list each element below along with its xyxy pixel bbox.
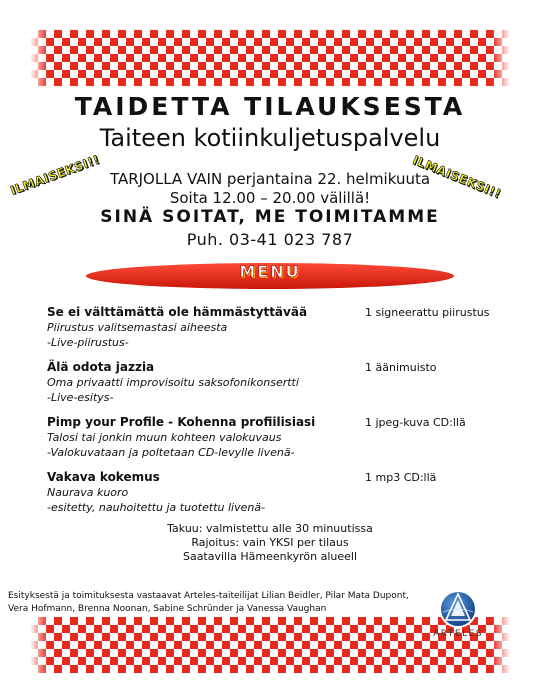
menu-list xyxy=(47,305,507,522)
arteles-logo xyxy=(428,590,488,639)
free-sticker-right: ILMAISEKSI!! xyxy=(410,152,504,202)
availability-text: Saatavilla Hämeenkyrön alueell xyxy=(182,550,358,563)
menu-item-description: Oma privaatti improvisoitu saksofonikonsertti xyxy=(47,376,299,389)
credits-line-2: Vera Hofmann, Brenna Noonan, Sabine Schründer ja Vanessa Vaughan xyxy=(8,604,327,614)
menu-item-price: 1 jpeg-kuva CD:llä xyxy=(365,416,466,429)
menu-item-description: Talosi tai jonkin muun kohteen valokuvaus xyxy=(47,431,282,444)
menu-item xyxy=(47,415,507,467)
menu-item-price: 1 mp3 CD:llä xyxy=(365,471,437,484)
menu-item-note: -Valokuvataan ja poltetaan CD-levylle livenä- xyxy=(47,446,295,459)
menu-item-price: 1 äänimuisto xyxy=(365,361,437,374)
offer-hours: Soita 12.00 – 20.00 välillä! xyxy=(169,189,371,207)
credits-line-1: Esityksestä ja toimituksesta vastaavat Arteles-taiteilijat Lilian Beidler, Pilar Mata Dupont, xyxy=(8,591,409,601)
artist-credits xyxy=(8,590,428,616)
menu-item-description: Naurava kuoro xyxy=(47,486,129,499)
menu-item xyxy=(47,470,507,522)
menu-item-note: -Live-esitys- xyxy=(47,391,114,404)
offer-date: TARJOLLA VAIN perjantaina 22. helmikuuta xyxy=(109,170,431,188)
terms-info xyxy=(0,522,540,564)
globe-icon xyxy=(439,590,477,628)
phone-number: Puh. 03-41 023 787 xyxy=(186,230,354,249)
menu-heading: MENU xyxy=(239,262,301,281)
menu-item-description: Piirustus valitsemastasi aiheesta xyxy=(47,321,228,334)
offer-text xyxy=(0,170,540,208)
logo-wordmark: ARTELES xyxy=(433,629,483,639)
slogan: SINÄ SOITAT, ME TOIMITAMME xyxy=(100,207,440,227)
menu-item xyxy=(47,360,507,412)
limit-text: Rajoitus: vain YKSI per tilaus xyxy=(191,536,349,549)
menu-item-name: Älä odota jazzia xyxy=(47,360,155,374)
menu-item-price: 1 signeerattu piirustus xyxy=(365,306,490,319)
menu-item-note: -Live-piirustus- xyxy=(47,336,129,349)
checkered-border-top xyxy=(30,30,510,86)
menu-item-name: Se ei välttämättä ole hämmästyttävää xyxy=(47,305,308,319)
free-sticker-left: ILMAISEKSI!! xyxy=(8,152,102,198)
poster-title: TAIDETTA TILAUKSESTA xyxy=(74,92,466,121)
menu-item-name: Vakava kokemus xyxy=(47,470,160,484)
menu-item-note: -esitetty, nauhoitettu ja tuotettu livenä- xyxy=(47,501,266,514)
menu-item xyxy=(47,305,507,357)
poster-subtitle: Taiteen kotiinkuljetuspalvelu xyxy=(99,124,441,152)
guarantee-text: Takuu: valmistettu alle 30 minuutissa xyxy=(167,522,373,535)
menu-item-name: Pimp your Profile - Kohenna profiilisiasi xyxy=(47,415,316,429)
